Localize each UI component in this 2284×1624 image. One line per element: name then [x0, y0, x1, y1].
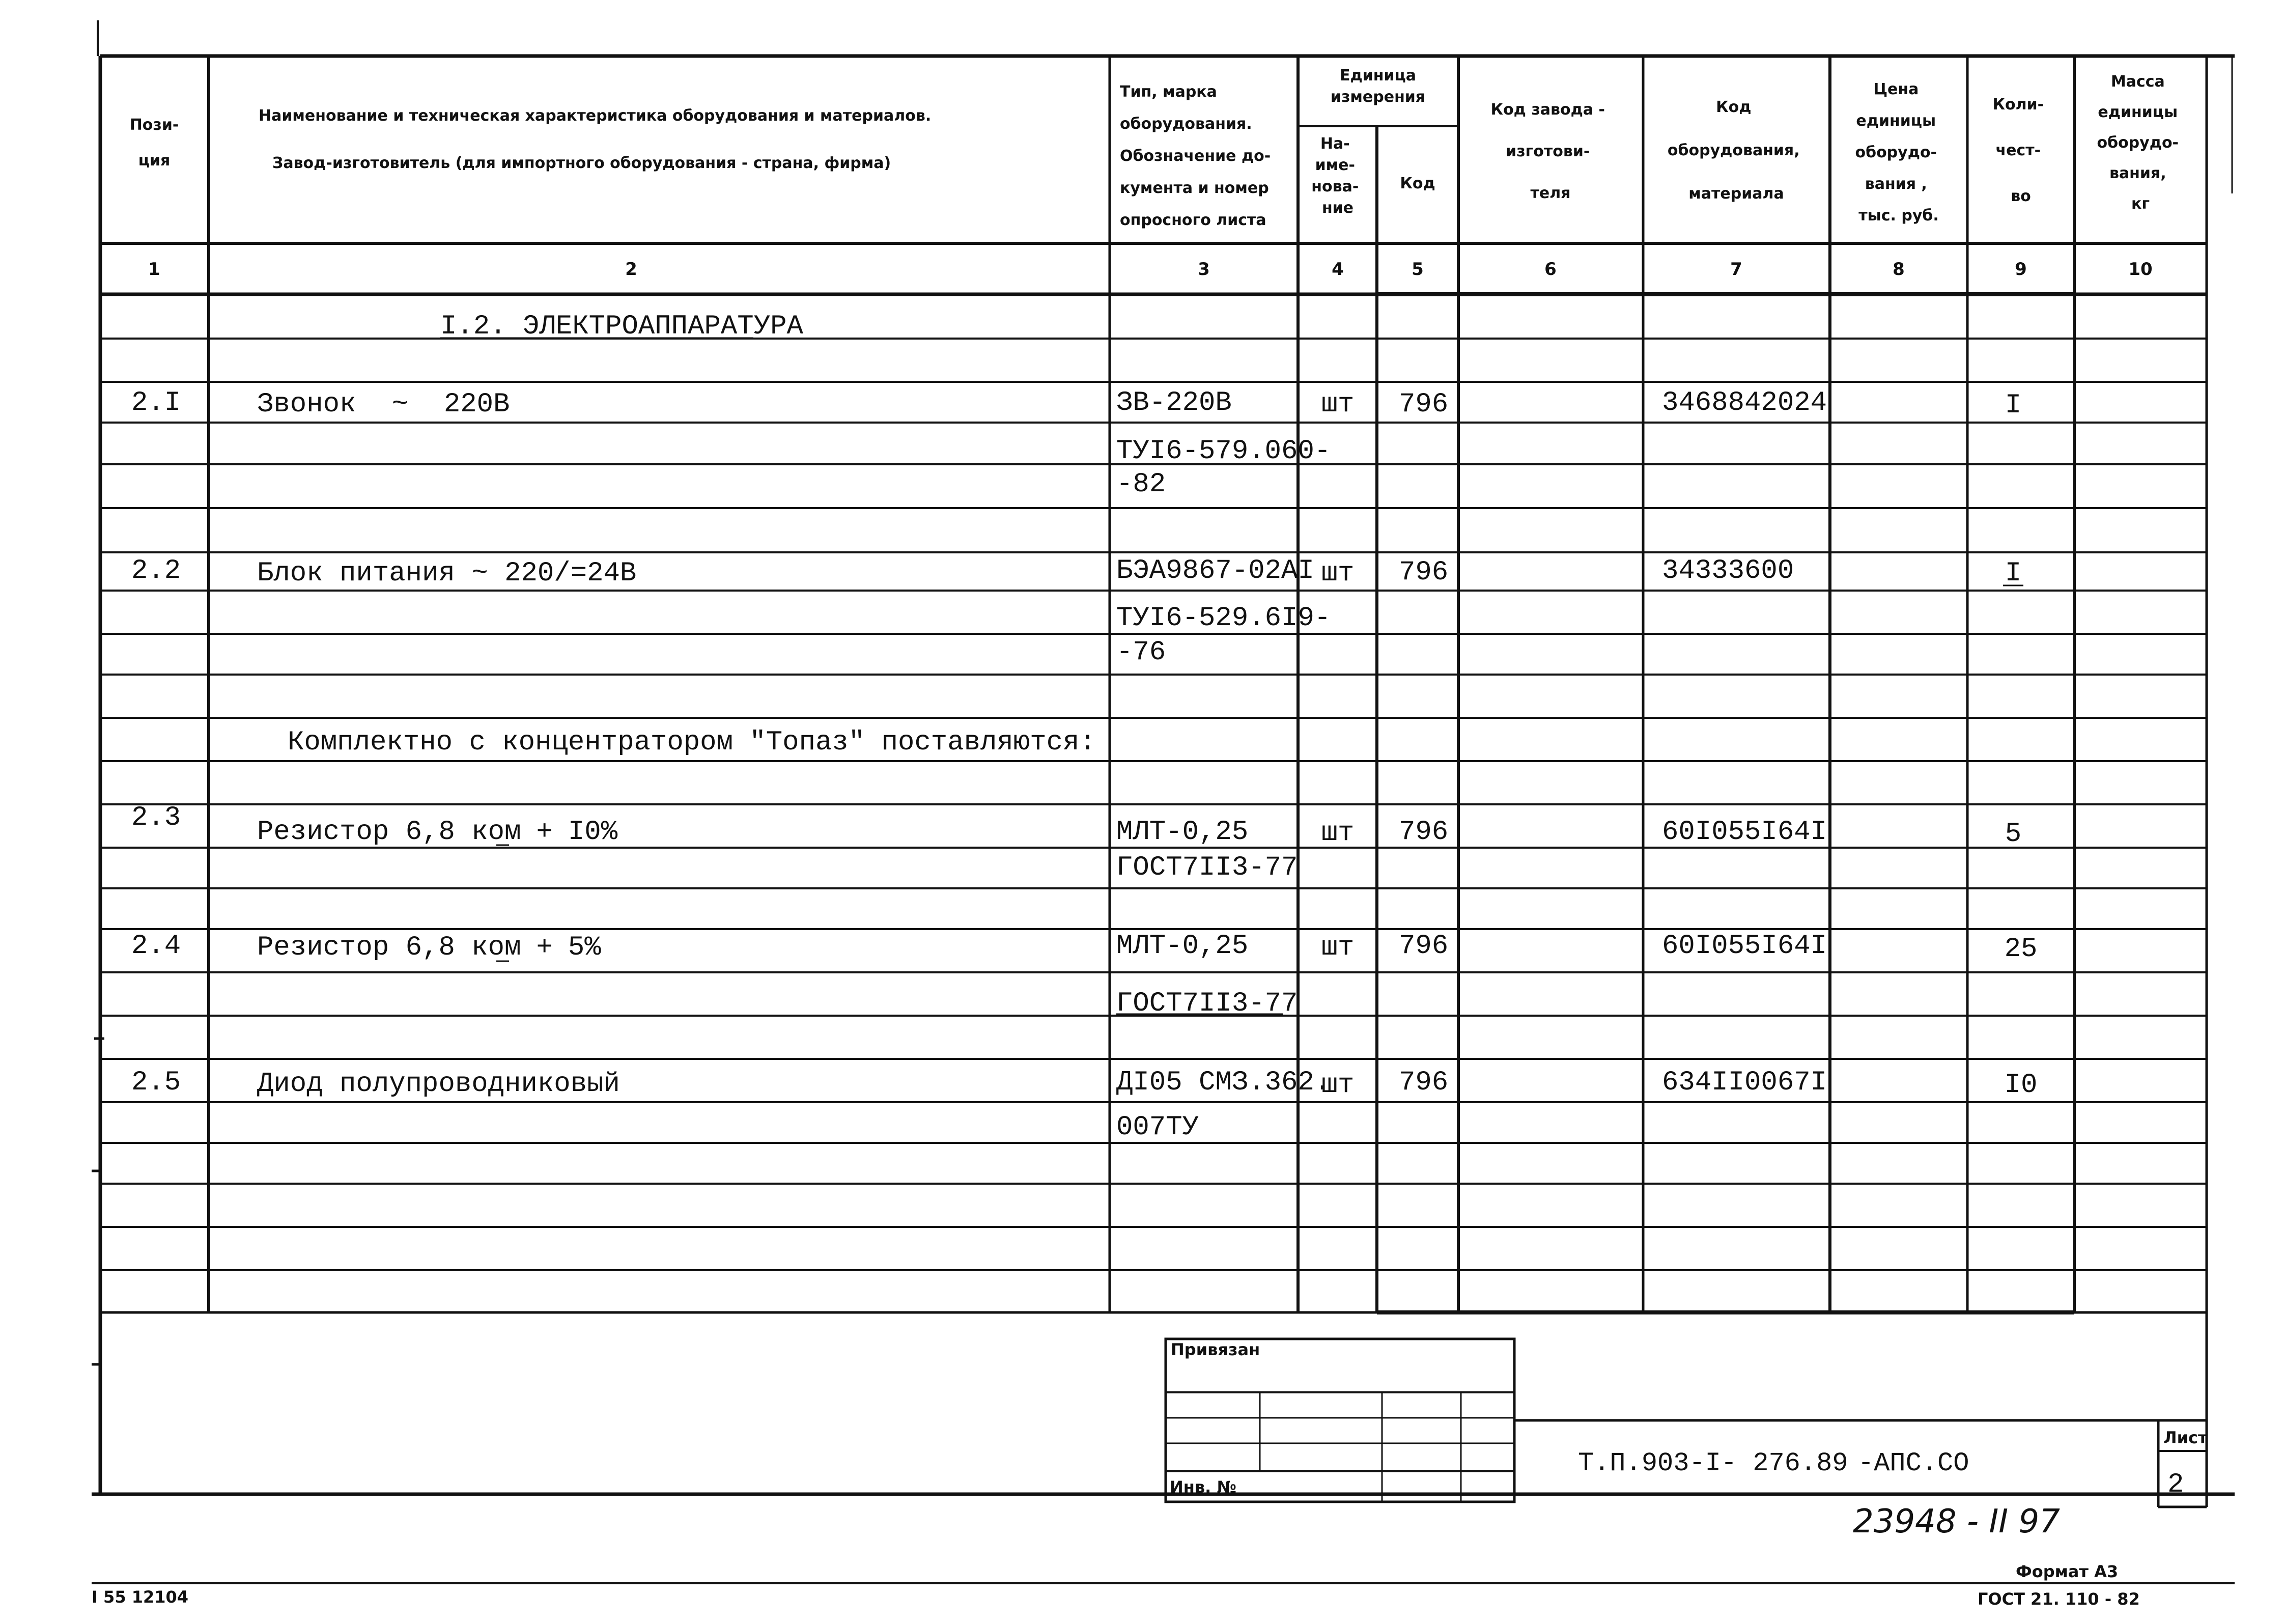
- footer-standard: ГОСТ 21. 110 - 82: [1978, 1589, 2140, 1609]
- document-code: Т.П.903-I- 276.89: [1578, 1448, 1848, 1478]
- row-type-1: МЛТ-0,25: [1116, 817, 1249, 848]
- row-unit-code: 796: [1399, 817, 1449, 848]
- row-type-3: -76: [1116, 637, 1166, 668]
- row-material-code: 60I055I64I: [1662, 817, 1827, 848]
- table-row: [131, 387, 2021, 500]
- column-number: 10: [2128, 259, 2153, 279]
- row-position: 2.I: [131, 387, 181, 418]
- row-type-1: БЭА9867-02АI: [1116, 555, 1314, 586]
- row-unit: шт: [1321, 818, 1355, 849]
- row-name: Резистор 6,8 ком + I0%: [257, 817, 618, 848]
- row-unit: шт: [1321, 389, 1355, 420]
- title-block: [1166, 1339, 2208, 1507]
- row-type-1: МЛТ-0,25: [1116, 931, 1249, 962]
- column-number: 6: [1544, 259, 1557, 279]
- row-position: 2.4: [131, 931, 181, 962]
- document-suffix: -АПС.СО: [1858, 1448, 1969, 1478]
- column-number: 9: [2015, 259, 2027, 279]
- row-type-1: ЗВ-220В: [1116, 387, 1232, 418]
- row-material-code: 3468842024: [1662, 387, 1827, 418]
- row-quantity: I0: [2004, 1070, 2038, 1101]
- row-name: Резистор 6,8 ком + 5%: [257, 932, 601, 963]
- row-unit: шт: [1321, 558, 1355, 589]
- row-name: Диод полупроводниковый: [257, 1069, 620, 1100]
- row-position: 2.3: [131, 802, 181, 833]
- row-type-2: ТУI6-579.060-: [1116, 436, 1331, 467]
- row-unit-code: 796: [1399, 931, 1449, 962]
- table-row: [131, 931, 2037, 1019]
- column-number: 3: [1198, 259, 1210, 279]
- row-material-code: 34333600: [1662, 555, 1794, 586]
- row-type-3: -82: [1116, 469, 1166, 500]
- row-unit: шт: [1321, 1070, 1355, 1101]
- column-number: 7: [1730, 259, 1742, 279]
- header-col10: Масса единицы оборудо- вания, кг: [2097, 73, 2179, 213]
- row-type-2: ГОСТ7II3-77: [1116, 988, 1298, 1019]
- table-header: [130, 67, 2184, 279]
- header-col2-line2: Завод-изготовитель (для импортного оборудования - страна, фирма): [272, 154, 891, 172]
- row-quantity: I: [2005, 390, 2022, 421]
- row-unit-code: 796: [1399, 389, 1449, 420]
- header-col4: На- име- нова- ние: [1311, 135, 1359, 217]
- row-name: Блок питания ~ 220/=24В: [257, 558, 637, 589]
- header-col6: Код завода - изготови- теля: [1490, 101, 1605, 202]
- header-col5: Код: [1400, 175, 1435, 192]
- row-type-2: 007ТУ: [1116, 1112, 1199, 1143]
- row-position: 2.2: [131, 555, 181, 586]
- handwritten-number: 23948 - II 97: [1853, 1503, 2060, 1541]
- stamp-bound-label: Привязан: [1171, 1340, 1260, 1359]
- header-col2-line1: Наименование и техническая характеристика оборудования и материалов.: [259, 107, 932, 125]
- sheet-number: 2: [2167, 1469, 2184, 1500]
- row-quantity: 25: [2004, 934, 2038, 965]
- column-number: 1: [148, 259, 160, 279]
- table-row: [131, 555, 2023, 668]
- footer-left-code: I 55 12104: [92, 1587, 189, 1607]
- sheet-label: Лист: [2163, 1428, 2208, 1447]
- row-unit: шт: [1321, 932, 1355, 963]
- row-position: 2.5: [131, 1067, 181, 1098]
- section-title: I.2. ЭЛЕКТРОАППАРАТУРА: [440, 311, 803, 342]
- column-number: 4: [1332, 259, 1344, 279]
- row-type-2: ГОСТ7II3-77: [1116, 852, 1298, 883]
- row-material-code: 60I055I64I: [1662, 931, 1827, 962]
- row-name: Звонок ~ 220В: [257, 389, 510, 420]
- column-number: 8: [1893, 259, 1905, 279]
- row-unit-code: 796: [1399, 1067, 1449, 1098]
- footer-format: Формат А3: [2016, 1562, 2119, 1581]
- column-number: 5: [1412, 259, 1424, 279]
- row-unit-code: 796: [1399, 557, 1449, 588]
- stamp-inv-label: Инв. №: [1170, 1477, 1236, 1497]
- table-row: [131, 1067, 2037, 1143]
- header-col3: Тип, марка оборудования. Обозначение до- кумента и номер опросного листа: [1120, 83, 1271, 229]
- header-col7: Код оборудования, материала: [1667, 98, 1800, 203]
- row-type-2: ТУI6-529.6I9-: [1116, 603, 1331, 634]
- header-col8: Цена единицы оборудо- вания , тыс. руб.: [1855, 80, 1939, 225]
- header-col1: Пози-ция: [129, 116, 179, 170]
- row-quantity: I: [2005, 558, 2022, 589]
- header-col9: Коли- чест- во: [1992, 96, 2044, 205]
- table-row: [131, 802, 2021, 883]
- header-unit-group: Единица измерения: [1330, 67, 1426, 106]
- group-note: Комплектно с концентратором "Топаз" поставляются:: [288, 727, 1096, 758]
- table-grid: [92, 56, 2235, 1494]
- row-quantity: 5: [2005, 819, 2022, 850]
- column-number: 2: [625, 259, 637, 279]
- row-material-code: 634II0067I: [1662, 1067, 1827, 1098]
- row-type-1: ДI05 СМЗ.362.: [1116, 1067, 1331, 1098]
